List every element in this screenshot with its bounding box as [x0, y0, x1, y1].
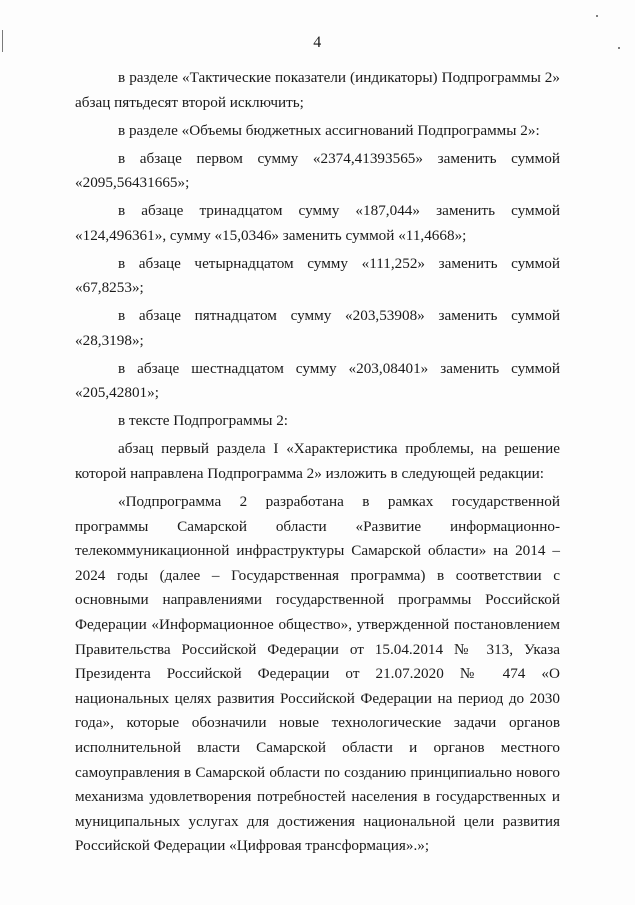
paragraph: «Подпрограмма 2 разработана в рамках государственной программы Самарской области «Развитие информационно-телекоммуникационной инфраструктуры Самарской области» на 2014 – 2024 годы (далее – Государственная программа) в соответствии с основными направлениями государственной программы Российской Федерации «Информационное общество», утвержденной постановлением Правительства Российской Федерации от 15.04.2014 № 313, Указа Президента Российской Федерации от 21.07.2020 № 474 «О национальных целях развития Российской Федерации на период до 2030 года», которые обозначили новые технологические задачи органов исполнительной власти Самарской области и органов местного самоуправления в Самарской области по созданию принципиально нового механизма удовлетворения потребностей населения в государственных и муниципальных услугах для достижения национальной цели развития Российской Федерации «Цифровая трансформация».»; — [75, 493, 560, 855]
page-number: 4 — [313, 34, 322, 51]
document-body — [75, 66, 560, 859]
paragraph: абзац первый раздела I «Характеристика проблемы, на решение которой направлена Подпрограмма 2» изложить в следующей редакции: — [75, 440, 560, 483]
paragraph: в абзаце четырнадцатом сумму «111,252» заменить суммой «67,8253»; — [75, 254, 560, 297]
paragraph: в абзаце тринадцатом сумму «187,044» заменить суммой «124,496361», сумму «15,0346» заменить суммой «11,4668»; — [75, 202, 560, 244]
scan-artifact — [596, 15, 598, 17]
paragraph: в разделе «Объемы бюджетных ассигнований Подпрограммы 2»: — [118, 121, 540, 139]
paragraph: в разделе «Тактические показатели (индикаторы) Подпрограммы 2» абзац пятьдесят второй исключить; — [75, 69, 560, 111]
paragraph: в тексте Подпрограммы 2: — [118, 412, 289, 430]
paragraph: в абзаце шестнадцатом сумму «203,08401» заменить суммой «205,42801»; — [75, 359, 560, 402]
paragraph: в абзаце пятнадцатом сумму «203,53908» заменить суммой «28,3198»; — [75, 307, 560, 349]
paragraph: в абзаце первом сумму «2374,41393565» заменить суммой «2095,56431665»; — [75, 149, 560, 192]
